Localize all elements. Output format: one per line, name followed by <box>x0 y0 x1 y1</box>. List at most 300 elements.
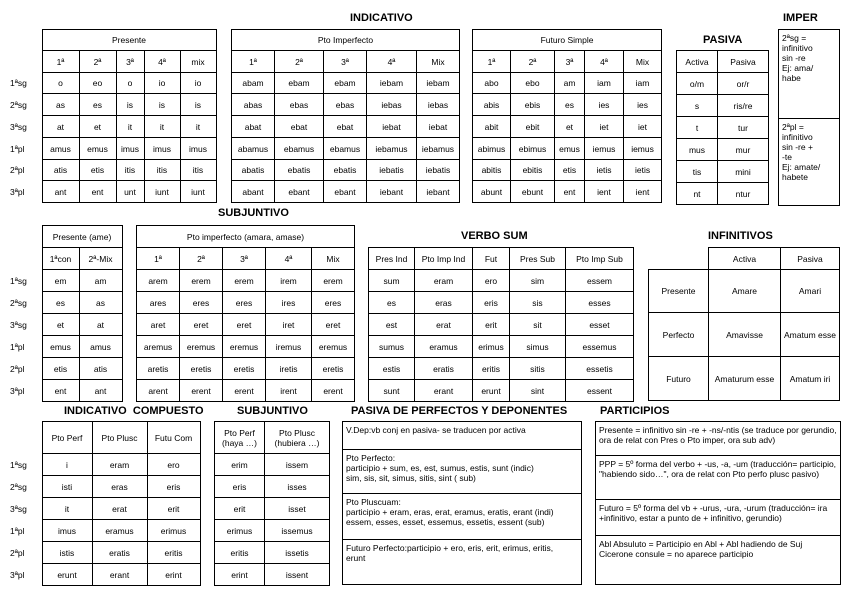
table-cell: iebam <box>367 73 417 94</box>
header-row <box>8 226 122 248</box>
table-cell: 2ª <box>79 51 116 73</box>
table-cell: Presente (ame) <box>42 226 122 248</box>
table-cell: eres <box>223 292 266 314</box>
table-cell: es <box>79 94 116 116</box>
table-cell: Amaturum esse <box>709 357 781 401</box>
table-cell: iebam <box>417 73 460 94</box>
table-row <box>369 380 634 402</box>
table-cell: amus <box>79 336 122 358</box>
table-cell: 4ª <box>367 51 417 73</box>
table-row <box>8 454 200 476</box>
table-row <box>232 94 460 116</box>
table-cell: sint <box>510 380 566 402</box>
person-label: 1ªpl <box>10 143 25 154</box>
table-cell: erent <box>180 380 223 402</box>
table-cell: iam <box>624 73 662 94</box>
table-row <box>649 270 840 313</box>
indicativo-title: INDICATIVO <box>350 12 413 24</box>
table-cell: o <box>116 73 144 94</box>
table-cell: issent <box>265 564 330 586</box>
participios-box <box>595 421 841 585</box>
person-label: 2ªpl <box>10 547 25 558</box>
table-cell: eremus <box>223 336 266 358</box>
table-cell: erim <box>215 454 265 476</box>
table-cell: essent <box>566 380 634 402</box>
table-row <box>8 476 200 498</box>
table-row <box>232 160 460 181</box>
table-cell: Pto Perf (haya …) <box>215 422 265 454</box>
table-cell: aret <box>137 314 180 336</box>
table-cell: 2ª <box>511 51 555 73</box>
table-cell: iebant <box>367 181 417 203</box>
table-cell: eo <box>79 73 116 94</box>
table-cell: eramus <box>415 336 473 358</box>
pto-perfecto-note: Pto Perfecto: participio + sum, es, est, sumus, estis, sunt (indic) sim, sis, sit, simus, sitis, sint ( sub) <box>343 450 581 494</box>
table-cell: essemus <box>566 336 634 358</box>
verbo-sum-title: VERBO SUM <box>461 230 528 242</box>
table-row <box>215 476 330 498</box>
table-cell: estis <box>369 358 415 380</box>
person-label: 2ªpl <box>10 363 25 374</box>
table-cell: et <box>42 314 79 336</box>
table-cell: ebitis <box>511 160 555 181</box>
table-cell: ent <box>79 181 116 203</box>
person-label: 1ªsg <box>10 275 27 286</box>
empty-cell <box>8 226 42 248</box>
header-row <box>8 422 200 454</box>
table-cell: iebat <box>417 116 460 138</box>
table-cell: itis <box>180 160 216 181</box>
subj-compuesto-table <box>214 421 330 586</box>
table-cell: Pto Perf <box>42 422 92 454</box>
table-cell: abas <box>232 94 275 116</box>
table-cell: ero <box>473 270 510 292</box>
table-cell: ebam <box>275 73 324 94</box>
person-label: 3ªpl <box>10 186 25 197</box>
table-row <box>473 116 662 138</box>
table-cell: erint <box>215 564 265 586</box>
table-cell: 1ªcon <box>42 248 79 270</box>
header-row <box>473 30 662 51</box>
table-cell: Pres Ind <box>369 248 415 270</box>
table-cell: simus <box>510 336 566 358</box>
table-cell: 1ª <box>137 248 180 270</box>
table-cell: erent <box>312 380 355 402</box>
table-cell: aremus <box>137 336 180 358</box>
table-cell: nt <box>677 183 718 205</box>
table-cell: abo <box>473 73 511 94</box>
table-row <box>8 498 200 520</box>
table-cell: it <box>180 116 216 138</box>
table-cell: abatis <box>232 160 275 181</box>
table-cell: etis <box>42 358 79 380</box>
table-cell: erint <box>147 564 200 586</box>
table-row <box>8 380 122 402</box>
table-cell: eramus <box>92 520 147 542</box>
table-cell: is <box>116 94 144 116</box>
table-row <box>8 270 122 292</box>
table-cell: 1ª <box>473 51 511 73</box>
header-row <box>8 248 122 270</box>
table-cell: ebit <box>511 116 555 138</box>
table-row <box>369 314 634 336</box>
table-row <box>677 117 769 139</box>
table-cell: itis <box>144 160 180 181</box>
table-cell: issetis <box>265 542 330 564</box>
table-cell: 1ª <box>42 51 79 73</box>
table-cell: istis <box>42 542 92 564</box>
table-cell: 2ª-Mix <box>79 248 122 270</box>
table-cell: mini <box>718 161 769 183</box>
table-cell: Amatum iri <box>781 357 840 401</box>
table-cell: 4ª <box>144 51 180 73</box>
table-row <box>215 564 330 586</box>
table-cell: ebatis <box>324 160 367 181</box>
table-cell: at <box>79 314 122 336</box>
table-cell: abimus <box>473 138 511 160</box>
header-row <box>649 248 840 270</box>
table-cell: abis <box>473 94 511 116</box>
table-cell: sim <box>510 270 566 292</box>
table-cell: erunt <box>42 564 92 586</box>
table-cell: abunt <box>473 181 511 203</box>
table-row <box>232 116 460 138</box>
table-cell: emus <box>79 138 116 160</box>
table-cell: Pasiva <box>718 51 769 73</box>
table-cell: it <box>42 498 92 520</box>
table-cell: ent <box>555 181 585 203</box>
table-cell: ero <box>147 454 200 476</box>
table-cell: Pasiva <box>781 248 840 270</box>
table-cell: ris/re <box>718 95 769 117</box>
table-cell: iemus <box>624 138 662 160</box>
table-cell: mur <box>718 139 769 161</box>
participio-futuro: Futuro = 5º forma del vb + -urus, -ura, -urum (traducción= ira +infinitivo, estar a punto de + infinitivo, gerundio) <box>596 500 840 536</box>
table-cell: iemus <box>585 138 624 160</box>
table-cell: et <box>79 116 116 138</box>
table-cell: eratis <box>415 358 473 380</box>
table-cell: ient <box>624 181 662 203</box>
table-cell: Pto Imperfecto <box>232 30 460 51</box>
table-cell: iunt <box>144 181 180 203</box>
ind-presente-table <box>8 29 217 203</box>
table-cell: 3ª <box>223 248 266 270</box>
table-cell: Amatum esse <box>781 313 840 357</box>
table-cell: erant <box>415 380 473 402</box>
table-cell: est <box>369 314 415 336</box>
pasiva-table <box>676 50 769 205</box>
table-cell: isses <box>265 476 330 498</box>
table-cell: t <box>677 117 718 139</box>
table-row <box>677 73 769 95</box>
table-cell: iebat <box>367 116 417 138</box>
table-cell: it <box>116 116 144 138</box>
table-cell: 4ª <box>266 248 312 270</box>
table-row <box>8 138 216 160</box>
table-cell: eritis <box>473 358 510 380</box>
table-cell: sis <box>510 292 566 314</box>
header-row <box>8 30 216 51</box>
table-cell: irem <box>266 270 312 292</box>
table-row <box>8 314 122 336</box>
empty-cell <box>8 30 42 51</box>
table-cell: issemus <box>265 520 330 542</box>
table-cell: iam <box>585 73 624 94</box>
table-cell: ires <box>266 292 312 314</box>
table-cell: eret <box>180 314 223 336</box>
table-row <box>677 161 769 183</box>
table-cell: abat <box>232 116 275 138</box>
table-row <box>8 358 122 380</box>
table-cell: eremus <box>180 336 223 358</box>
table-cell: imus <box>116 138 144 160</box>
header-row <box>8 51 216 73</box>
table-cell: erimus <box>473 336 510 358</box>
table-cell: eremus <box>312 336 355 358</box>
table-cell: io <box>180 73 216 94</box>
table-cell: ebant <box>324 181 367 203</box>
table-cell: eres <box>180 292 223 314</box>
table-cell: erit <box>215 498 265 520</box>
table-cell: arem <box>137 270 180 292</box>
table-cell: or/r <box>718 73 769 95</box>
table-cell: ietis <box>624 160 662 181</box>
table-cell: emus <box>555 138 585 160</box>
table-cell: at <box>42 116 79 138</box>
table-cell: amus <box>42 138 79 160</box>
table-cell: erit <box>147 498 200 520</box>
subjuntivo-title: SUBJUNTIVO <box>218 207 289 219</box>
person-label: 3ªsg <box>10 319 27 330</box>
table-row <box>473 160 662 181</box>
table-row <box>232 73 460 94</box>
table-cell: tis <box>677 161 718 183</box>
ind-imperfecto-table <box>231 29 460 203</box>
table-cell: Mix <box>417 51 460 73</box>
table-cell: eretis <box>180 358 223 380</box>
person-label: 1ªpl <box>10 341 25 352</box>
table-cell: i <box>42 454 92 476</box>
table-cell: isset <box>265 498 330 520</box>
header-row <box>215 422 330 454</box>
table-cell: sit <box>510 314 566 336</box>
table-row <box>473 73 662 94</box>
table-cell: emus <box>42 336 79 358</box>
table-cell: es <box>555 94 585 116</box>
table-cell: 1ª <box>232 51 275 73</box>
table-cell: ietis <box>585 160 624 181</box>
table-cell: eret <box>223 314 266 336</box>
table-cell: 3ª <box>324 51 367 73</box>
table-row <box>8 94 216 116</box>
table-row <box>677 139 769 161</box>
table-row <box>8 292 122 314</box>
table-cell: etis <box>79 160 116 181</box>
table-cell: iet <box>585 116 624 138</box>
table-cell: o/m <box>677 73 718 95</box>
table-cell: Pres Sub <box>510 248 566 270</box>
table-cell: am <box>555 73 585 94</box>
table-row <box>137 270 355 292</box>
table-cell: Amari <box>781 270 840 313</box>
table-cell: Presente <box>649 270 709 313</box>
table-row <box>649 357 840 401</box>
table-cell: imus <box>144 138 180 160</box>
pto-pluscuam-note: Pto Pluscuam: participio + eram, eras, erat, eramus, eratis, erant (indi) essem, esses, esset, essemus, essetis, essent (sub) <box>343 494 581 540</box>
table-cell: Activa <box>677 51 718 73</box>
table-cell: itis <box>116 160 144 181</box>
table-cell: Futuro Simple <box>473 30 662 51</box>
table-row <box>215 498 330 520</box>
table-cell: ant <box>42 181 79 203</box>
table-cell: Perfecto <box>649 313 709 357</box>
table-cell: ies <box>624 94 662 116</box>
person-label: 2ªpl <box>10 165 25 175</box>
table-cell: Mix <box>624 51 662 73</box>
table-cell: atis <box>79 358 122 380</box>
table-cell: abant <box>232 181 275 203</box>
table-cell: erimus <box>147 520 200 542</box>
table-cell: isti <box>42 476 92 498</box>
table-cell: ebimus <box>511 138 555 160</box>
table-cell: eris <box>215 476 265 498</box>
table-cell: ebat <box>324 116 367 138</box>
empty-cell <box>8 422 42 454</box>
table-cell: eras <box>92 476 147 498</box>
table-cell: eret <box>312 314 355 336</box>
table-row <box>8 542 200 564</box>
person-label: 3ªsg <box>10 503 27 514</box>
table-cell: ebant <box>275 181 324 203</box>
person-label: 1ªsg <box>10 78 27 88</box>
table-row <box>215 542 330 564</box>
table-cell: sunt <box>369 380 415 402</box>
table-cell: am <box>79 270 122 292</box>
table-row <box>369 292 634 314</box>
table-cell: ebas <box>275 94 324 116</box>
table-cell: 2ª <box>180 248 223 270</box>
table-cell: iebatis <box>367 160 417 181</box>
table-cell: Activa <box>709 248 781 270</box>
table-cell: eratis <box>92 542 147 564</box>
table-cell: Futuro <box>649 357 709 401</box>
header-row <box>137 248 355 270</box>
table-cell: essetis <box>566 358 634 380</box>
subj-imperfecto-table <box>136 225 355 402</box>
table-cell: ent <box>42 380 79 402</box>
table-cell: ebatis <box>275 160 324 181</box>
table-cell: it <box>144 116 180 138</box>
table-cell: s <box>677 95 718 117</box>
table-cell: Amare <box>709 270 781 313</box>
table-row <box>215 454 330 476</box>
table-cell: Amavisse <box>709 313 781 357</box>
table-cell: ares <box>137 292 180 314</box>
table-cell: erit <box>473 314 510 336</box>
table-cell: ebamus <box>275 138 324 160</box>
table-cell: eretis <box>312 358 355 380</box>
table-row <box>369 270 634 292</box>
header-row <box>677 51 769 73</box>
pasiva-title: PASIVA <box>703 34 743 46</box>
table-row <box>8 336 122 358</box>
person-label: 3ªpl <box>10 385 25 396</box>
ind-futuro-table <box>472 29 662 203</box>
table-cell: iebant <box>417 181 460 203</box>
table-cell: arent <box>137 380 180 402</box>
participio-presente: Presente = infinitivo sin -re + -ns/-ntis (se traduce por gerundio, ora de relat con Pres o Pto imper, ora sub adv) <box>596 422 840 456</box>
table-cell: ant <box>79 380 122 402</box>
table-cell: iret <box>266 314 312 336</box>
pasiva-perfectos-box <box>342 421 582 585</box>
table-cell: as <box>79 292 122 314</box>
table-cell: iebamus <box>417 138 460 160</box>
title-part: INDICATIVO <box>64 405 127 417</box>
table-cell: tur <box>718 117 769 139</box>
table-cell: Pto Plusc (hubiera …) <box>265 422 330 454</box>
table-cell: ebo <box>511 73 555 94</box>
person-label: 3ªpl <box>10 569 25 580</box>
table-row <box>8 116 216 138</box>
table-cell: erimus <box>215 520 265 542</box>
indicativo-compuesto-title <box>64 405 204 417</box>
table-cell: issem <box>265 454 330 476</box>
table-cell: mus <box>677 139 718 161</box>
table-cell: iunt <box>180 181 216 203</box>
table-cell: ies <box>585 94 624 116</box>
table-cell: essem <box>566 270 634 292</box>
table-row <box>8 181 216 203</box>
table-cell: sumus <box>369 336 415 358</box>
table-row <box>677 95 769 117</box>
table-cell: es <box>42 292 79 314</box>
table-cell: ebat <box>275 116 324 138</box>
table-cell: erat <box>415 314 473 336</box>
ind-presente-header: Presente <box>42 30 216 51</box>
header-row <box>473 51 662 73</box>
table-cell: Futu Com <box>147 422 200 454</box>
title-part: COMPUESTO <box>132 405 204 417</box>
table-row <box>232 138 460 160</box>
table-cell: esses <box>566 292 634 314</box>
table-cell: eram <box>92 454 147 476</box>
table-cell: iretis <box>266 358 312 380</box>
table-row <box>369 336 634 358</box>
ablativo-absoluto: Abl Absuluto = Participio en Abl + Abl hadiendo de Suj Cicerone consule = no aparece participio <box>599 539 803 559</box>
table-cell: is <box>144 94 180 116</box>
futuro-perfecto-note: Futuro Perfecto:participio + ero, eris, erit, erimus, eritis, erunt <box>346 543 554 563</box>
infinitivos-table <box>648 247 840 401</box>
table-row <box>8 73 216 94</box>
table-cell: iebamus <box>367 138 417 160</box>
table-row <box>137 314 355 336</box>
table-row <box>473 94 662 116</box>
header-row <box>232 30 460 51</box>
person-label: 3ªsg <box>10 121 27 132</box>
table-row <box>369 358 634 380</box>
table-cell: Pto Imp Sub <box>566 248 634 270</box>
table-cell: iebas <box>417 94 460 116</box>
table-cell: iremus <box>266 336 312 358</box>
infinitivos-title: INFINITIVOS <box>708 230 773 242</box>
table-row <box>8 160 216 181</box>
table-row <box>473 138 662 160</box>
table-row <box>649 313 840 357</box>
person-label: 2ªsg <box>10 297 27 308</box>
subj-presente-table <box>8 225 123 402</box>
table-cell: erant <box>92 564 147 586</box>
table-cell: erunt <box>473 380 510 402</box>
